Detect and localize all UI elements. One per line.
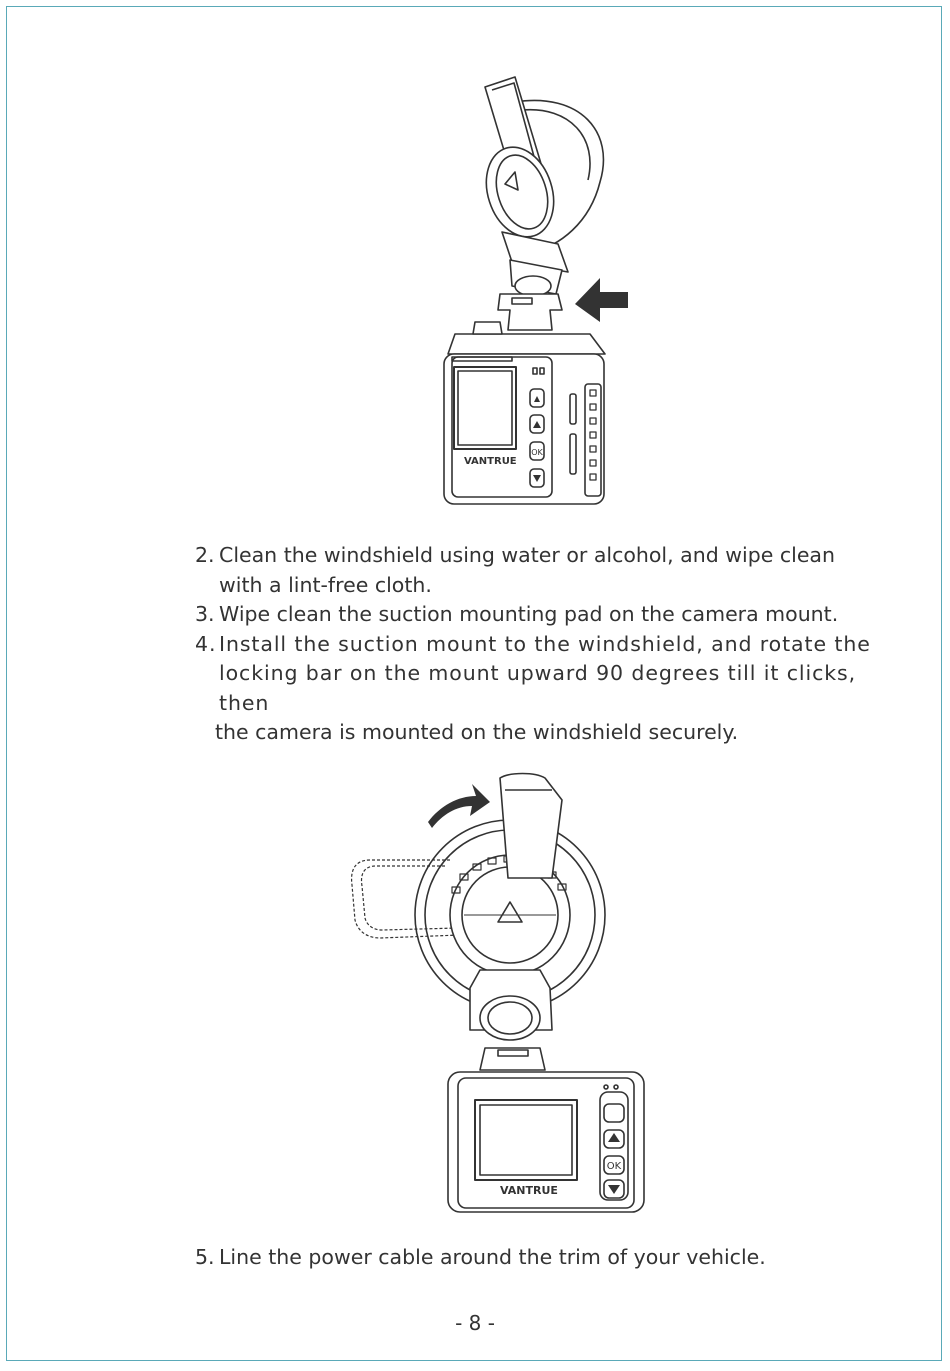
step-2: 2. Clean the windshield using water or alcohol, and wipe clean with a lint-free cloth. <box>195 543 835 597</box>
ok-button-label-1: OK <box>531 448 543 457</box>
mount-attach-illustration <box>430 72 650 517</box>
instruction-step-5 <box>195 1243 895 1273</box>
instruction-steps <box>195 541 895 748</box>
page-number: - 8 - <box>455 1311 495 1335</box>
step-4: 4. Install the suction mount to the windshield, and rotate the locking bar on the mount upward 90 degrees till it clicks, then the camera is mounted on the windshield securely. <box>195 631 871 744</box>
brand-logo-1: VANTRUE <box>464 456 517 467</box>
ok-button-label-2: OK <box>606 1161 622 1172</box>
step-5: 5. Line the power cable around the trim of your vehicle. <box>195 1245 766 1269</box>
lock-rotate-illustration <box>340 770 660 1220</box>
rotate-arrow-icon <box>428 784 490 828</box>
brand-logo-2: VANTRUE <box>500 1184 558 1197</box>
step-3: 3. Wipe clean the suction mounting pad on the camera mount. <box>195 602 839 626</box>
push-arrow-icon <box>575 278 628 322</box>
